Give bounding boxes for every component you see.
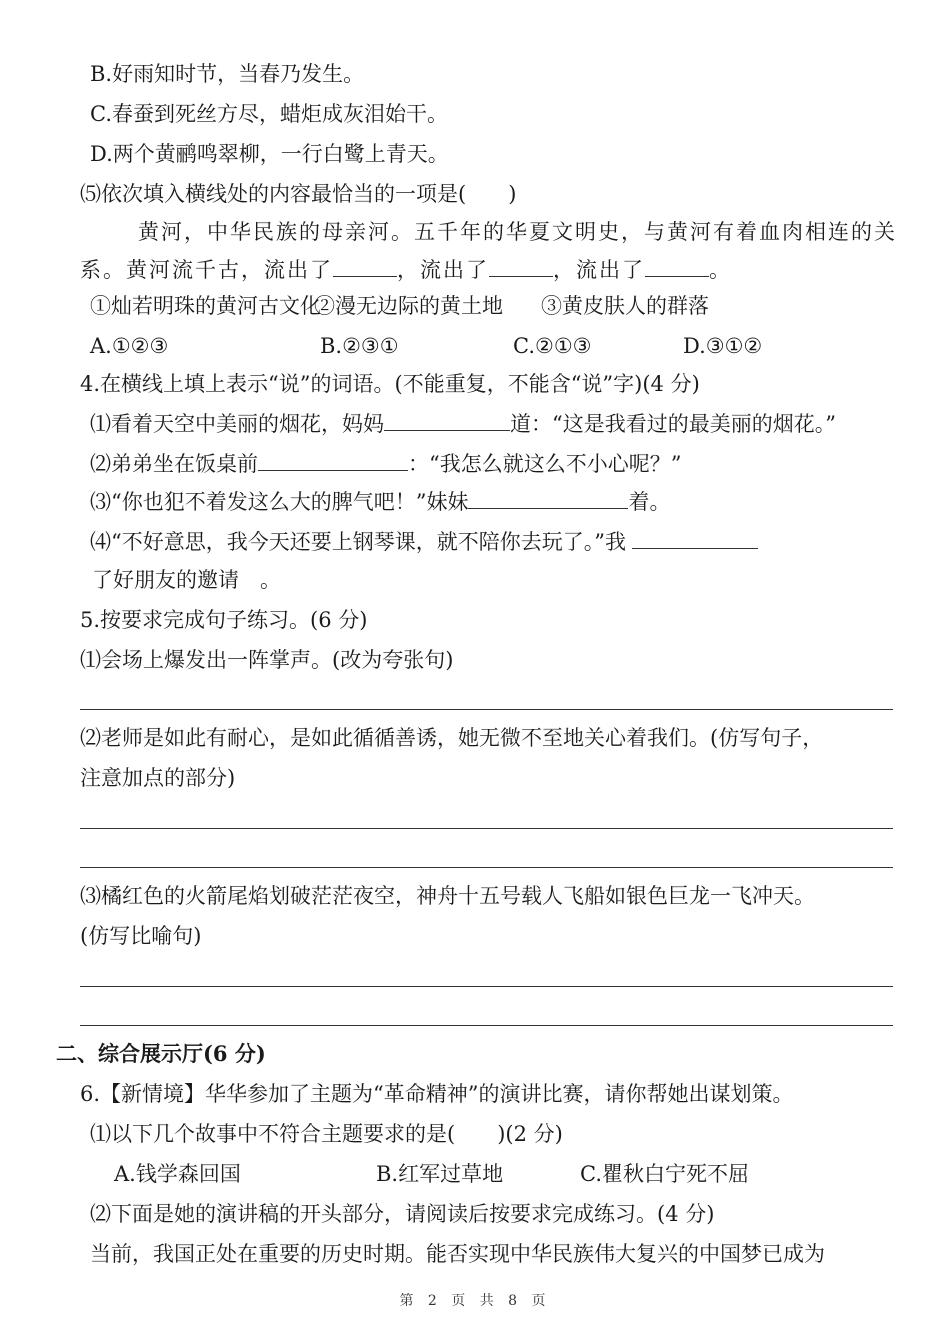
passage-line-1: 黄河，中华民族的母亲河。五千年的华夏文明史，与黄河有着血肉相连的关 (138, 220, 897, 244)
q4-item-4 (90, 528, 758, 556)
fill-blank-2[interactable] (489, 256, 553, 277)
sub5-choices (90, 332, 762, 360)
fill-blank-1[interactable] (333, 256, 397, 277)
q6-sub1: ⑴以下几个故事中不符合主题要求的是( )(2 分) (90, 1122, 563, 1146)
q5-item-3-line2: (仿写比喻句) (80, 924, 202, 948)
q4-blank-3[interactable] (468, 488, 628, 509)
q4-blank-4[interactable] (632, 528, 758, 549)
passage-line-2 (80, 256, 732, 284)
q4-item-4-cont: 了好朋友的邀请 。 (92, 568, 281, 592)
q6-sub2: ⑵下面是她的演讲稿的开头部分，请阅读后按要求完成练习。(4 分) (90, 1202, 715, 1226)
q5-item-1: ⑴会场上爆发出一阵掌声。(改为夸张句) (80, 648, 454, 672)
passage-text-a: 系。黄河流千古，流出了 (80, 258, 333, 282)
q4-item-1 (90, 410, 836, 438)
passage-text-b: ，流出了 (397, 258, 489, 282)
q6-choice-c[interactable]: C.瞿秋白宁死不屈 (580, 1162, 749, 1186)
q4-item-3 (90, 488, 670, 516)
q6-choice-a[interactable]: A.钱学森回国 (114, 1162, 241, 1186)
speech-text: 当前，我国正处在重要的历史时期。能否实现中华民族伟大复兴的中国梦已成为 (90, 1242, 825, 1266)
q6-choice-b[interactable]: B.红军过草地 (376, 1162, 504, 1186)
q4-item-3-post: 着。 (628, 490, 671, 514)
fill-blank-3[interactable] (645, 256, 709, 277)
option-d: D.两个黄鹂鸣翠柳，一行白鹭上青天。 (90, 142, 449, 166)
item-3: ③黄皮肤人的群落 (541, 294, 709, 318)
item-1: ①灿若明珠的黄河古文化 (90, 294, 321, 318)
answer-line-1[interactable] (80, 709, 893, 710)
item-2: ②漫无边际的黄土地 (314, 294, 503, 318)
choice-c[interactable]: C.②①③ (513, 334, 592, 358)
q4-blank-2[interactable] (258, 450, 408, 471)
q6-title: 6.【新情境】华华参加了主题为“革命精神”的演讲比赛，请你帮她出谋划策。 (80, 1082, 794, 1106)
choice-d[interactable]: D.③①② (683, 334, 763, 358)
q4-item-2-pre: ⑵弟弟坐在饭桌前 (90, 452, 258, 476)
page-number: 第 2 页 共 8 页 (399, 1293, 551, 1309)
choice-a[interactable]: A.①②③ (90, 334, 169, 358)
q5-item-2-line1: ⑵老师是如此有耐心，是如此循循善诱，她无微不至地关心着我们。(仿写句子， (80, 726, 824, 750)
section-2-title: 二、综合展示厅(6 分) (56, 1041, 266, 1066)
sub5-items (90, 292, 709, 320)
q4-item-1-post: 道：“这是我看过的最美丽的烟花。” (510, 412, 836, 436)
q4-item-2-post: ：“我怎么就这么不小心呢？” (408, 452, 682, 476)
q5-title: 5.按要求完成句子练习。(6 分) (80, 608, 368, 632)
q4-item-4-pre: ⑷“不好意思，我今天还要上钢琴课，就不陪你去玩了。”我 (90, 530, 626, 554)
choice-b[interactable]: B.②③① (320, 334, 399, 358)
answer-line-5[interactable] (80, 1025, 893, 1026)
q4-blank-1[interactable] (384, 410, 510, 431)
sub5-prompt: ⑸依次填入横线处的内容最恰当的一项是( ) (80, 182, 517, 206)
q4-item-1-pre: ⑴看着天空中美丽的烟花，妈妈 (90, 412, 384, 436)
q5-item-2-line2: 注意加点的部分) (80, 766, 236, 790)
q5-item-3-line1: ⑶橘红色的火箭尾焰划破茫茫夜空，神舟十五号载人飞船如银色巨龙一飞冲天。 (80, 884, 815, 908)
q6-sub1-choices (114, 1160, 749, 1188)
option-b: B.好雨知时节，当春乃发生。 (90, 62, 365, 86)
answer-line-3[interactable] (80, 867, 893, 868)
answer-line-2[interactable] (80, 828, 893, 829)
passage-text-d: 。 (709, 258, 732, 282)
passage-text-c: ，流出了 (553, 258, 645, 282)
q4-item-2 (90, 450, 681, 478)
option-c: C.春蚕到死丝方尽，蜡炬成灰泪始干。 (90, 102, 448, 126)
q4-title: 4.在横线上填上表示“说”的词语。(不能重复，不能含“说”字)(4 分) (80, 372, 700, 396)
q4-item-3-pre: ⑶“你也犯不着发这么大的脾气吧！”妹妹 (90, 490, 469, 514)
answer-line-4[interactable] (80, 986, 893, 987)
